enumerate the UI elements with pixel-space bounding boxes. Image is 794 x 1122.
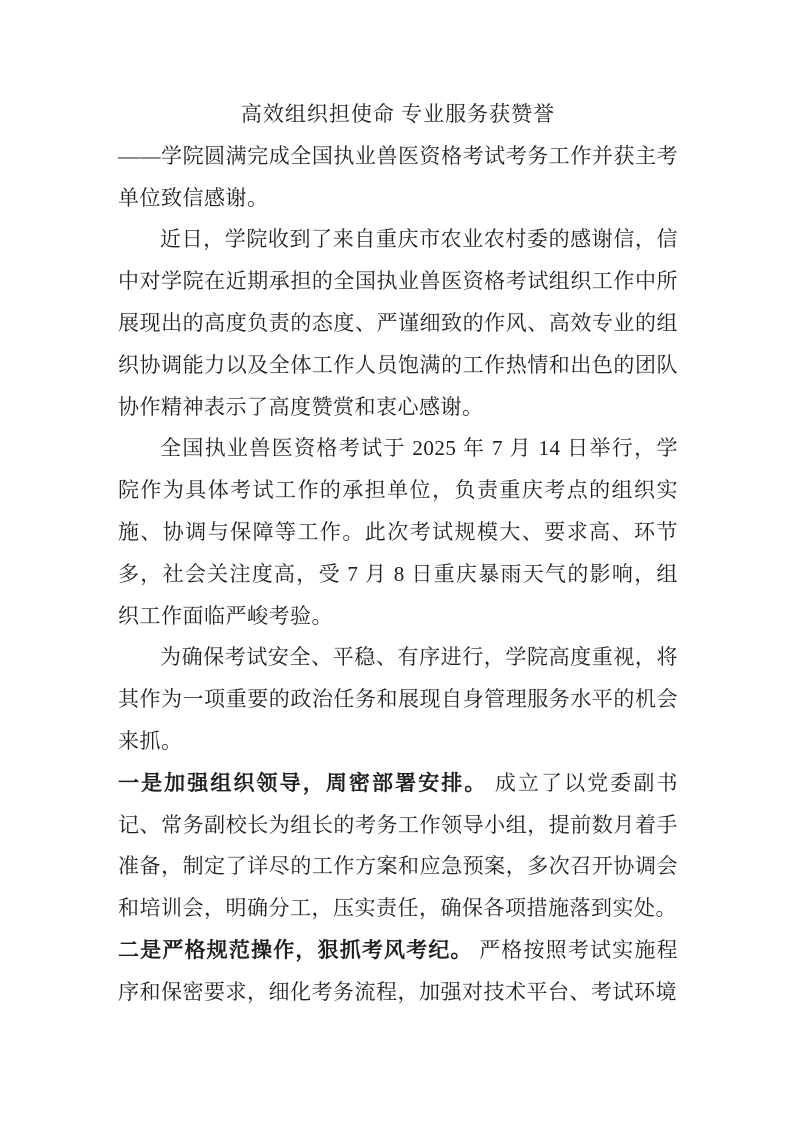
paragraph-exam-overview: 全国执业兽医资格考试于 2025 年 7 月 14 日举行，学院作为具体考试工作的承担单位，负责重庆考点的组织实施、协调与保障等工作。此次考试规模大、要求高、环节多，社会关注度高，受 7 月 8 日重庆暴雨天气的影响，组织工作面临严峻考验。 <box>118 436 678 628</box>
section-two-body: 严格按照考试实施程序和保密要求，细化考务流程，加强对技术平台、考试环境 <box>118 937 678 1004</box>
section-two <box>118 930 678 1014</box>
section-two-lead: 二是严格规范操作，狠抓考风考纪。 <box>118 937 473 962</box>
paragraph-importance: 为确保考试安全、平稳、有序进行，学院高度重视，将其作为一项重要的政治任务和展现自身管理服务水平的机会来抓。 <box>118 645 678 753</box>
section-one-lead: 一是加强组织领导，周密部署安排。 <box>118 770 488 795</box>
document-subtitle: ——学院圆满完成全国执业兽医资格考试考务工作并获主考单位致信感谢。 <box>118 143 678 210</box>
paragraph-thanks-letter: 近日，学院收到了来自重庆市农业农村委的感谢信，信中对学院在近期承担的全国执业兽医资格考试组织工作中所展现出的高度负责的态度、严谨细致的作风、高效专业的组织协调能力以及全体工作人员饱满的工作热情和出色的团队协作精神表示了高度赞赏和衷心感谢。 <box>118 227 678 419</box>
document-title: 高效组织担使命 专业服务获赞誉 <box>240 102 556 126</box>
section-one-body: 成立了以党委副书记、常务副校长为组长的考务工作领导小组，提前数月着手准备，制定了详尽的工作方案和应急预案，多次召开协调会和培训会，明确分工，压实责任，确保各项措施落到实处。 <box>118 770 678 921</box>
section-one <box>118 763 678 930</box>
document-content <box>118 94 678 1014</box>
